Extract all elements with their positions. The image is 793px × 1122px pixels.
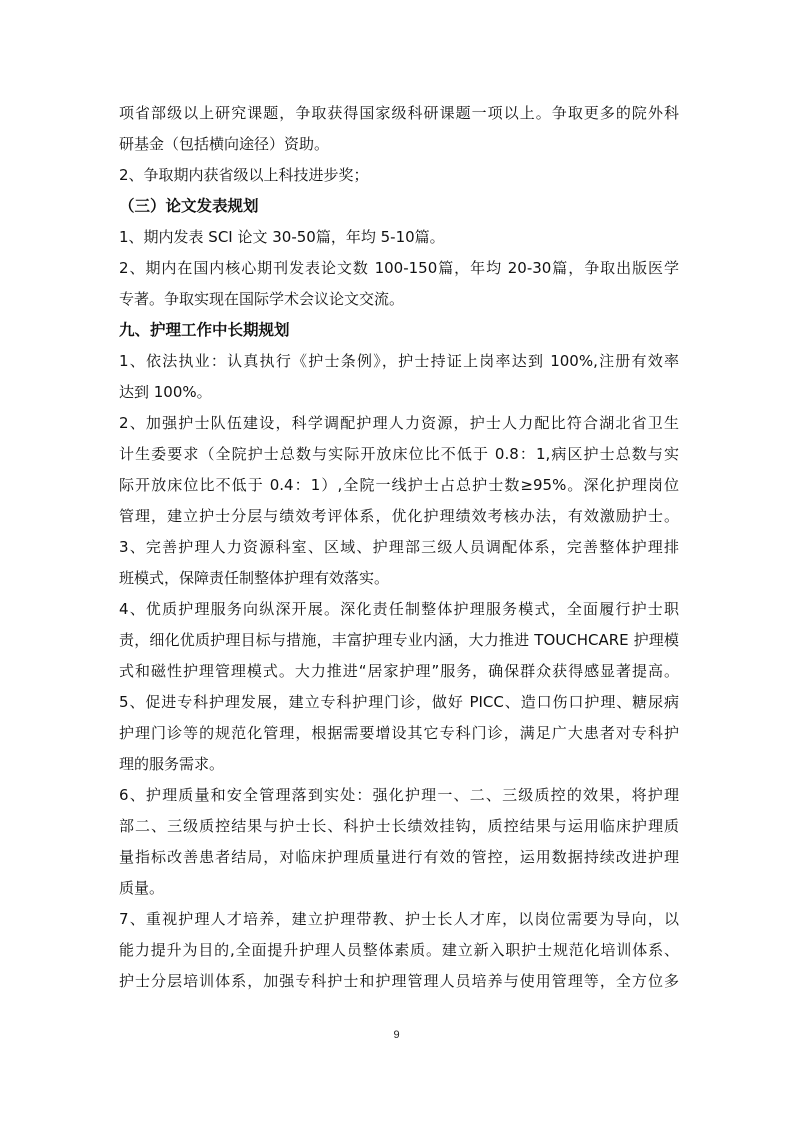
- paragraph-line: 班模式，保障责任制整体护理有效落实。: [119, 569, 390, 587]
- section-heading: 九、护理工作中长期规划: [119, 321, 290, 339]
- paragraph-line: 理的服务需求。: [119, 755, 225, 773]
- paragraph-line: 2、加强护士队伍建设，科学调配护理人力资源，护士人力配比符合湖北省卫生: [119, 414, 679, 432]
- paragraph-line: 1、期内发表 SCI 论文 30-50篇，年均 5-10篇。: [119, 228, 445, 246]
- paragraph-line: 量指标改善患者结局，对临床护理质量进行有效的管控，运用数据持续改进护理: [119, 848, 679, 866]
- document-body: [119, 98, 679, 997]
- paragraph-line: 计生委要求（全院护士总数与实际开放床位比不低于 0.8：1,病区护士总数与实: [119, 445, 679, 463]
- paragraph-line: 项省部级以上研究课题，争取获得国家级科研课题一项以上。争取更多的院外科: [119, 104, 679, 122]
- paragraph-line: 质量。: [119, 879, 165, 897]
- paragraph-line: 部二、三级质控结果与护士长、科护士长绩效挂钩，质控结果与运用临床护理质: [119, 817, 679, 835]
- paragraph-line: 护理门诊等的规范化管理，根据需要增设其它专科门诊，满足广大患者对专科护: [119, 724, 679, 742]
- paragraph-line: 4、优质护理服务向纵深开展。深化责任制整体护理服务模式，全面履行护士职: [119, 600, 679, 618]
- paragraph-line: 达到 100%。: [119, 383, 212, 401]
- paragraph-line: 6、护理质量和安全管理落到实处：强化护理一、二、三级质控的效果，将护理: [119, 786, 679, 804]
- paragraph-line: 专著。争取实现在国际学术会议论文交流。: [119, 290, 405, 308]
- paragraph-line: 式和磁性护理管理模式。大力推进“居家护理”服务，确保群众获得感显著提高。: [119, 662, 679, 680]
- page-number: 9: [393, 1029, 400, 1041]
- paragraph-line: 研基金（包括横向途径）资助。: [119, 135, 330, 153]
- section-heading: （三）论文发表规划: [119, 197, 259, 215]
- paragraph-line: 2、期内在国内核心期刊发表论文数 100-150篇，年均 20-30篇，争取出版医学: [119, 259, 679, 277]
- paragraph-line: 护士分层培训体系，加强专科护士和护理管理人员培养与使用管理等，全方位多: [119, 972, 679, 990]
- paragraph-line: 1、依法执业：认真执行《护士条例》，护士持证上岗率达到 100%,注册有效率: [119, 352, 679, 370]
- paragraph-line: 7、重视护理人才培养，建立护理带教、护士长人才库，以岗位需要为导向，以: [119, 910, 679, 928]
- paragraph-line: 3、完善护理人力资源科室、区域、护理部三级人员调配体系，完善整体护理排: [119, 538, 679, 556]
- paragraph-line: 能力提升为目的,全面提升护理人员整体素质。建立新入职护士规范化培训体系、: [119, 941, 679, 959]
- paragraph-line: 2、争取期内获省级以上科技进步奖；: [119, 166, 369, 184]
- paragraph-line: 际开放床位比不低于 0.4：1）,全院一线护士占总护士数≥95%。深化护理岗位: [119, 476, 679, 494]
- paragraph-line: 5、促进专科护理发展，建立专科护理门诊，做好 PICC、造口伤口护理、糖尿病: [119, 693, 679, 711]
- paragraph-line: 责，细化优质护理目标与措施，丰富护理专业内涵，大力推进 TOUCHCARE 护理模: [119, 631, 679, 649]
- paragraph-line: 管理，建立护士分层与绩效考评体系，优化护理绩效考核办法，有效激励护士。: [119, 507, 679, 525]
